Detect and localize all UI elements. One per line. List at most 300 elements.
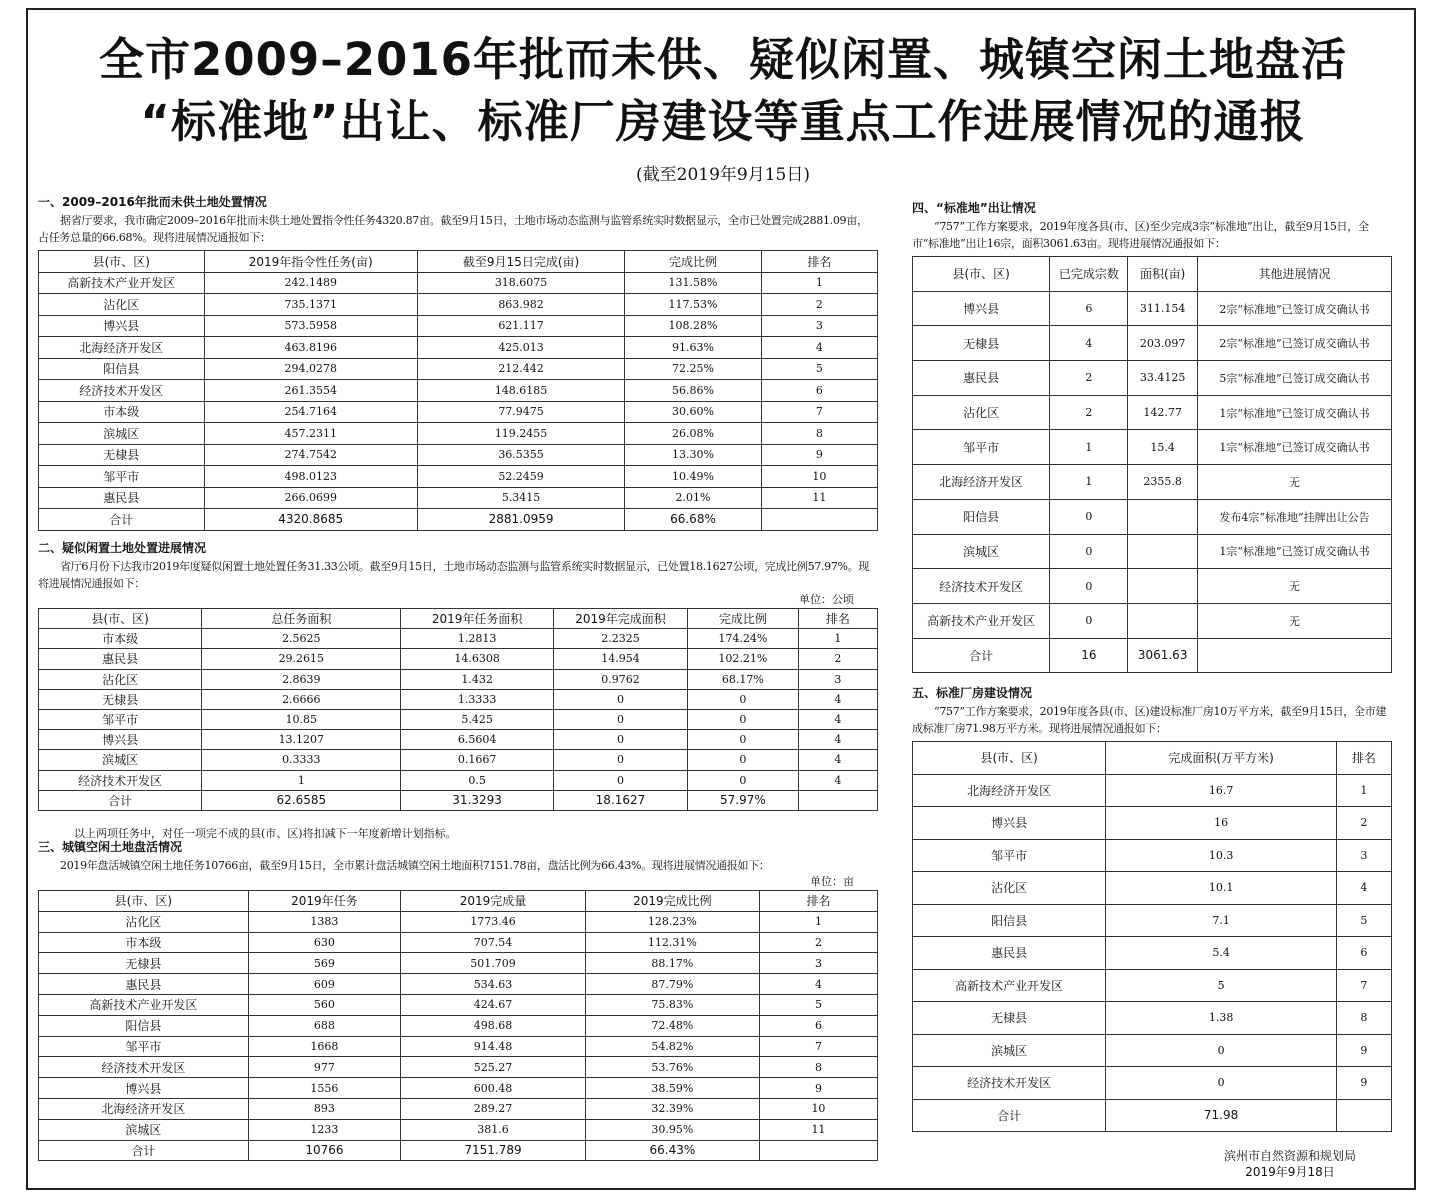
value-cell: 863.982: [417, 294, 624, 316]
total-value: 7151.789: [401, 1140, 586, 1161]
value-cell: 274.7542: [204, 444, 417, 466]
value-cell: 289.27: [401, 1098, 586, 1119]
value-cell: 600.48: [401, 1078, 586, 1099]
column-header: 排名: [759, 891, 877, 912]
value-cell: 2.5625: [202, 629, 401, 649]
value-cell: 174.24%: [688, 629, 799, 649]
section-1-intro: 据省厅要求，我市确定2009–2016年批而未供土地处置指令性任务4320.87亩。截至9月15日，土地市场动态监测与监管系统实时数据显示，全市已处置完成2881.09亩，占任务总量的66.68%。现将进展情况通报如下：: [38, 214, 868, 244]
section-2-table: [38, 608, 878, 811]
table-row: [39, 1119, 878, 1140]
column-header: 县(市、区): [39, 609, 202, 629]
value-cell: 1: [202, 770, 401, 790]
section-1-heading: 一、2009–2016年批而未供土地处置情况: [38, 195, 267, 209]
value-cell: 5: [759, 994, 877, 1015]
region-cell: 惠民县: [39, 487, 205, 509]
value-cell: 15.4: [1128, 430, 1198, 465]
value-cell: 10: [761, 466, 877, 488]
section-2-unit: 单位：公顷: [799, 593, 854, 606]
column-header: 其他进展情况: [1197, 257, 1391, 292]
value-cell: 630: [248, 932, 401, 953]
region-cell: 惠民县: [913, 361, 1050, 396]
table-row: [39, 1036, 878, 1057]
region-cell: 市本级: [39, 932, 249, 953]
value-cell: 1.38: [1106, 1002, 1337, 1035]
value-cell: 688: [248, 1015, 401, 1036]
value-cell: 254.7164: [204, 401, 417, 423]
total-label: 合计: [39, 790, 202, 810]
region-cell: 惠民县: [39, 974, 249, 995]
region-cell: 沾化区: [39, 294, 205, 316]
value-cell: 5: [761, 358, 877, 380]
table-row: [39, 953, 878, 974]
table-row: [39, 401, 878, 423]
table-row: [39, 932, 878, 953]
value-cell: 32.39%: [585, 1098, 759, 1119]
value-cell: 108.28%: [625, 315, 762, 337]
value-cell: 68.17%: [688, 669, 799, 689]
value-cell: 1556: [248, 1078, 401, 1099]
table-row: [913, 326, 1392, 361]
table-row: [39, 730, 878, 750]
column-header: 已完成宗数: [1050, 257, 1128, 292]
total-row: [913, 1099, 1392, 1132]
value-cell: 0: [688, 750, 799, 770]
table-row: [39, 466, 878, 488]
table-row: [913, 499, 1392, 534]
region-cell: 沾化区: [913, 872, 1106, 905]
table-row: [39, 750, 878, 770]
value-cell: 142.77: [1128, 395, 1198, 430]
value-cell: 16.7: [1106, 774, 1337, 807]
value-cell: 2.8639: [202, 669, 401, 689]
value-cell: 0.1667: [401, 750, 554, 770]
region-cell: 邹平市: [39, 709, 202, 729]
section-3-table: [38, 890, 878, 1161]
value-cell: 9: [1336, 1067, 1391, 1100]
value-cell: 131.58%: [625, 272, 762, 294]
value-cell: 0: [1050, 603, 1128, 638]
value-cell: 9: [761, 444, 877, 466]
value-cell: 0: [1106, 1034, 1337, 1067]
value-cell: 569: [248, 953, 401, 974]
value-cell: 463.8196: [204, 337, 417, 359]
value-cell: 9: [1336, 1034, 1391, 1067]
value-cell: 4: [1050, 326, 1128, 361]
table-row: [913, 361, 1392, 396]
total-label: 合计: [913, 1099, 1106, 1132]
table-row: [39, 629, 878, 649]
section-3-unit: 单位：亩: [810, 875, 854, 888]
value-cell: 4: [1336, 872, 1391, 905]
table-row: [913, 904, 1392, 937]
region-cell: 邹平市: [39, 1036, 249, 1057]
value-cell: 261.3554: [204, 380, 417, 402]
total-value: 3061.63: [1128, 638, 1198, 673]
total-value: 31.3293: [401, 790, 554, 810]
value-cell: 8: [761, 423, 877, 445]
value-cell: 4: [798, 689, 877, 709]
total-row: [39, 509, 878, 531]
value-cell: 2.2325: [553, 629, 687, 649]
region-cell: 高新技术产业开发区: [913, 603, 1050, 638]
region-cell: 高新技术产业开发区: [39, 994, 249, 1015]
total-row: [39, 790, 878, 810]
table-row: [39, 294, 878, 316]
value-cell: 4: [798, 750, 877, 770]
region-cell: 滨城区: [39, 423, 205, 445]
region-cell: 阳信县: [39, 1015, 249, 1036]
value-cell: 4: [798, 730, 877, 750]
value-cell: 2: [1050, 395, 1128, 430]
value-cell: 11: [759, 1119, 877, 1140]
section-1: [38, 195, 878, 531]
region-cell: 博兴县: [913, 291, 1050, 326]
value-cell: 0: [1050, 534, 1128, 569]
value-cell: 977: [248, 1057, 401, 1078]
region-cell: 沾化区: [913, 395, 1050, 430]
value-cell: 381.6: [401, 1119, 586, 1140]
region-cell: 高新技术产业开发区: [913, 969, 1106, 1002]
table-row: [913, 839, 1392, 872]
value-cell: 3: [1336, 839, 1391, 872]
value-cell: 10: [759, 1098, 877, 1119]
region-cell: 北海经济开发区: [913, 465, 1050, 500]
section-2-intro: 省厅6月份下达我市2019年度疑似闲置土地处置任务31.33公顷。截至9月15日，土地市场动态监测与监管系统实时数据显示，已处置18.1627公顷，完成比例57.97%。现将进展情况通报如下：: [38, 560, 870, 590]
table-row: [913, 937, 1392, 970]
table-header-row: [39, 609, 878, 629]
table-row: [39, 444, 878, 466]
value-cell: 3: [759, 953, 877, 974]
section-4-intro: “757”工作方案要求，2019年度各县(市、区)至少完成3宗“标准地”出让，截至9月15日，全市“标准地”出让16宗，面积3061.63亩。现将进展情况通报如下：: [912, 220, 1369, 250]
table-header-row: [39, 891, 878, 912]
value-cell: 0: [688, 730, 799, 750]
value-cell: 2宗“标准地”已签订成交确认书: [1197, 326, 1391, 361]
value-cell: 3: [761, 315, 877, 337]
value-cell: 87.79%: [585, 974, 759, 995]
section-1-table: [38, 250, 878, 531]
total-value: [798, 790, 877, 810]
value-cell: 7: [761, 401, 877, 423]
table-row: [913, 291, 1392, 326]
value-cell: 75.83%: [585, 994, 759, 1015]
value-cell: 1: [1050, 465, 1128, 500]
value-cell: 26.08%: [625, 423, 762, 445]
region-cell: 沾化区: [39, 669, 202, 689]
value-cell: 2: [1050, 361, 1128, 396]
value-cell: 1.3333: [401, 689, 554, 709]
total-value: 4320.8685: [204, 509, 417, 531]
table-row: [39, 1078, 878, 1099]
value-cell: 9: [759, 1078, 877, 1099]
total-row: [913, 638, 1392, 673]
region-cell: 高新技术产业开发区: [39, 272, 205, 294]
region-cell: 经济技术开发区: [913, 1067, 1106, 1100]
task-note: 以上两项任务中，对任一项完不成的县(市、区)将扣减下一年度新增计划指标。: [74, 827, 457, 840]
value-cell: 266.0699: [204, 487, 417, 509]
region-cell: 无棣县: [39, 953, 249, 974]
total-value: [759, 1140, 877, 1161]
value-cell: 1668: [248, 1036, 401, 1057]
value-cell: 573.5958: [204, 315, 417, 337]
value-cell: 发布4宗“标准地”挂牌出让公告: [1197, 499, 1391, 534]
value-cell: 6: [1336, 937, 1391, 970]
table-row: [39, 669, 878, 689]
value-cell: 1383: [248, 911, 401, 932]
column-header: 总任务面积: [202, 609, 401, 629]
region-cell: 滨城区: [913, 534, 1050, 569]
table-row: [913, 534, 1392, 569]
value-cell: 1773.46: [401, 911, 586, 932]
table-row: [39, 911, 878, 932]
value-cell: 13.30%: [625, 444, 762, 466]
value-cell: 707.54: [401, 932, 586, 953]
column-header: 截至9月15日完成(亩): [417, 251, 624, 273]
region-cell: 滨城区: [39, 750, 202, 770]
table-row: [39, 337, 878, 359]
value-cell: 1.432: [401, 669, 554, 689]
value-cell: 77.9475: [417, 401, 624, 423]
value-cell: 14.6308: [401, 649, 554, 669]
value-cell: 457.2311: [204, 423, 417, 445]
value-cell: 30.60%: [625, 401, 762, 423]
total-value: 16: [1050, 638, 1128, 673]
table-header-row: [913, 257, 1392, 292]
section-4: [912, 201, 1392, 673]
column-header: 2019年完成面积: [553, 609, 687, 629]
value-cell: 无: [1197, 465, 1391, 500]
section-3: [38, 840, 878, 1161]
value-cell: 5: [1336, 904, 1391, 937]
title-line-2: “标准地”出让、标准厂房建设等重点工作进展情况的通报: [140, 95, 1306, 148]
region-cell: 惠民县: [913, 937, 1106, 970]
value-cell: 148.6185: [417, 380, 624, 402]
table-row: [39, 380, 878, 402]
value-cell: 16: [1106, 807, 1337, 840]
column-header: 县(市、区): [39, 251, 205, 273]
table-row: [913, 1002, 1392, 1035]
value-cell: 2.6666: [202, 689, 401, 709]
value-cell: 1: [761, 272, 877, 294]
value-cell: 88.17%: [585, 953, 759, 974]
value-cell: 0: [553, 709, 687, 729]
value-cell: 5宗“标准地”已签订成交确认书: [1197, 361, 1391, 396]
region-cell: 博兴县: [39, 315, 205, 337]
value-cell: 425.013: [417, 337, 624, 359]
region-cell: 经济技术开发区: [39, 380, 205, 402]
value-cell: 621.117: [417, 315, 624, 337]
value-cell: 4: [761, 337, 877, 359]
value-cell: 54.82%: [585, 1036, 759, 1057]
value-cell: 914.48: [401, 1036, 586, 1057]
total-label: 合计: [39, 1140, 249, 1161]
table-header-row: [913, 742, 1392, 775]
value-cell: 609: [248, 974, 401, 995]
table-row: [39, 487, 878, 509]
table-row: [39, 689, 878, 709]
total-row: [39, 1140, 878, 1161]
value-cell: 10.3: [1106, 839, 1337, 872]
region-cell: 市本级: [39, 629, 202, 649]
section-5-heading: 五、标准厂房建设情况: [912, 686, 1033, 700]
region-cell: 北海经济开发区: [39, 1098, 249, 1119]
value-cell: 5: [1106, 969, 1337, 1002]
table-row: [913, 569, 1392, 604]
section-3-heading: 三、城镇空闲土地盘活情况: [38, 840, 183, 854]
value-cell: 7.1: [1106, 904, 1337, 937]
total-value: [761, 509, 877, 531]
region-cell: 邹平市: [39, 466, 205, 488]
value-cell: 36.5355: [417, 444, 624, 466]
table-row: [913, 807, 1392, 840]
value-cell: 5.425: [401, 709, 554, 729]
value-cell: 14.954: [553, 649, 687, 669]
value-cell: 38.59%: [585, 1078, 759, 1099]
table-row: [913, 774, 1392, 807]
value-cell: 242.1489: [204, 272, 417, 294]
value-cell: 1宗“标准地”已签订成交确认书: [1197, 430, 1391, 465]
total-value: 62.6585: [202, 790, 401, 810]
table-row: [913, 395, 1392, 430]
region-cell: 经济技术开发区: [913, 569, 1050, 604]
table-row: [39, 709, 878, 729]
total-value: 10766: [248, 1140, 401, 1161]
table-row: [39, 423, 878, 445]
value-cell: 10.49%: [625, 466, 762, 488]
total-value: [1197, 638, 1391, 673]
region-cell: 无棣县: [913, 1002, 1106, 1035]
value-cell: 1: [1336, 774, 1391, 807]
value-cell: 2宗“标准地”已签订成交确认书: [1197, 291, 1391, 326]
table-row: [39, 994, 878, 1015]
value-cell: [1128, 569, 1198, 604]
table-row: [39, 974, 878, 995]
region-cell: 博兴县: [39, 1078, 249, 1099]
value-cell: 6: [761, 380, 877, 402]
column-header: 排名: [761, 251, 877, 273]
value-cell: 2.01%: [625, 487, 762, 509]
section-4-table: [912, 256, 1392, 673]
region-cell: 无棣县: [39, 689, 202, 709]
section-4-heading: 四、“标准地”出让情况: [912, 201, 1036, 215]
value-cell: 2: [759, 932, 877, 953]
table-row: [39, 315, 878, 337]
table-row: [913, 1034, 1392, 1067]
region-cell: 市本级: [39, 401, 205, 423]
table-row: [39, 272, 878, 294]
value-cell: 424.67: [401, 994, 586, 1015]
region-cell: 沾化区: [39, 911, 249, 932]
value-cell: 29.2615: [202, 649, 401, 669]
column-header: 2019年任务面积: [401, 609, 554, 629]
column-header: 2019年指令性任务(亩): [204, 251, 417, 273]
region-cell: 无棣县: [39, 444, 205, 466]
value-cell: 203.097: [1128, 326, 1198, 361]
total-label: 合计: [39, 509, 205, 531]
column-header: 县(市、区): [913, 257, 1050, 292]
value-cell: 52.2459: [417, 466, 624, 488]
subtitle: (截至2019年9月15日): [636, 165, 810, 185]
value-cell: 893: [248, 1098, 401, 1119]
region-cell: 阳信县: [39, 358, 205, 380]
column-header: 2019完成量: [401, 891, 586, 912]
region-cell: 博兴县: [913, 807, 1106, 840]
total-value: 66.68%: [625, 509, 762, 531]
table-row: [39, 1098, 878, 1119]
value-cell: 10.85: [202, 709, 401, 729]
table-row: [913, 603, 1392, 638]
column-header: 2019完成比例: [585, 891, 759, 912]
value-cell: 560: [248, 994, 401, 1015]
column-header: 完成比例: [688, 609, 799, 629]
value-cell: 1宗“标准地”已签订成交确认书: [1197, 534, 1391, 569]
value-cell: 4: [798, 770, 877, 790]
value-cell: 11: [761, 487, 877, 509]
table-row: [39, 358, 878, 380]
value-cell: 294.0278: [204, 358, 417, 380]
value-cell: 0: [553, 689, 687, 709]
value-cell: 4: [798, 709, 877, 729]
total-value: 66.43%: [585, 1140, 759, 1161]
value-cell: 318.6075: [417, 272, 624, 294]
region-cell: 邹平市: [913, 839, 1106, 872]
region-cell: 惠民县: [39, 649, 202, 669]
table-row: [39, 649, 878, 669]
value-cell: 0: [688, 709, 799, 729]
value-cell: 5.3415: [417, 487, 624, 509]
value-cell: 0.3333: [202, 750, 401, 770]
total-value: 57.97%: [688, 790, 799, 810]
value-cell: 1: [1050, 430, 1128, 465]
table-header-row: [39, 251, 878, 273]
table-row: [39, 1057, 878, 1078]
value-cell: 0.5: [401, 770, 554, 790]
section-2: [38, 541, 878, 811]
value-cell: 1宗“标准地”已签订成交确认书: [1197, 395, 1391, 430]
value-cell: 0.9762: [553, 669, 687, 689]
total-value: [1336, 1099, 1391, 1132]
section-3-intro: 2019年盘活城镇空闲土地任务10766亩，截至9月15日，全市累计盘活城镇空闲土地面积7151.78亩，盘活比例为66.43%。现将进展情况通报如下：: [60, 859, 770, 872]
table-row: [39, 770, 878, 790]
value-cell: 102.21%: [688, 649, 799, 669]
value-cell: 117.53%: [625, 294, 762, 316]
column-header: 2019年任务: [248, 891, 401, 912]
value-cell: 0: [688, 689, 799, 709]
value-cell: 6: [1050, 291, 1128, 326]
value-cell: 1.2813: [401, 629, 554, 649]
value-cell: 525.27: [401, 1057, 586, 1078]
value-cell: [1128, 499, 1198, 534]
value-cell: 8: [1336, 1002, 1391, 1035]
value-cell: 4: [759, 974, 877, 995]
value-cell: 119.2455: [417, 423, 624, 445]
column-header: 县(市、区): [39, 891, 249, 912]
region-cell: 博兴县: [39, 730, 202, 750]
region-cell: 阳信县: [913, 499, 1050, 534]
total-label: 合计: [913, 638, 1050, 673]
value-cell: 无: [1197, 569, 1391, 604]
value-cell: 128.23%: [585, 911, 759, 932]
value-cell: 72.25%: [625, 358, 762, 380]
value-cell: 212.442: [417, 358, 624, 380]
section-2-heading: 二、疑似闲置土地处置进展情况: [38, 541, 207, 555]
value-cell: 498.68: [401, 1015, 586, 1036]
value-cell: 8: [759, 1057, 877, 1078]
issue-date: 2019年9月18日: [1245, 1165, 1335, 1179]
section-5: [912, 686, 1392, 1132]
value-cell: 501.709: [401, 953, 586, 974]
value-cell: 2: [798, 649, 877, 669]
value-cell: 56.86%: [625, 380, 762, 402]
